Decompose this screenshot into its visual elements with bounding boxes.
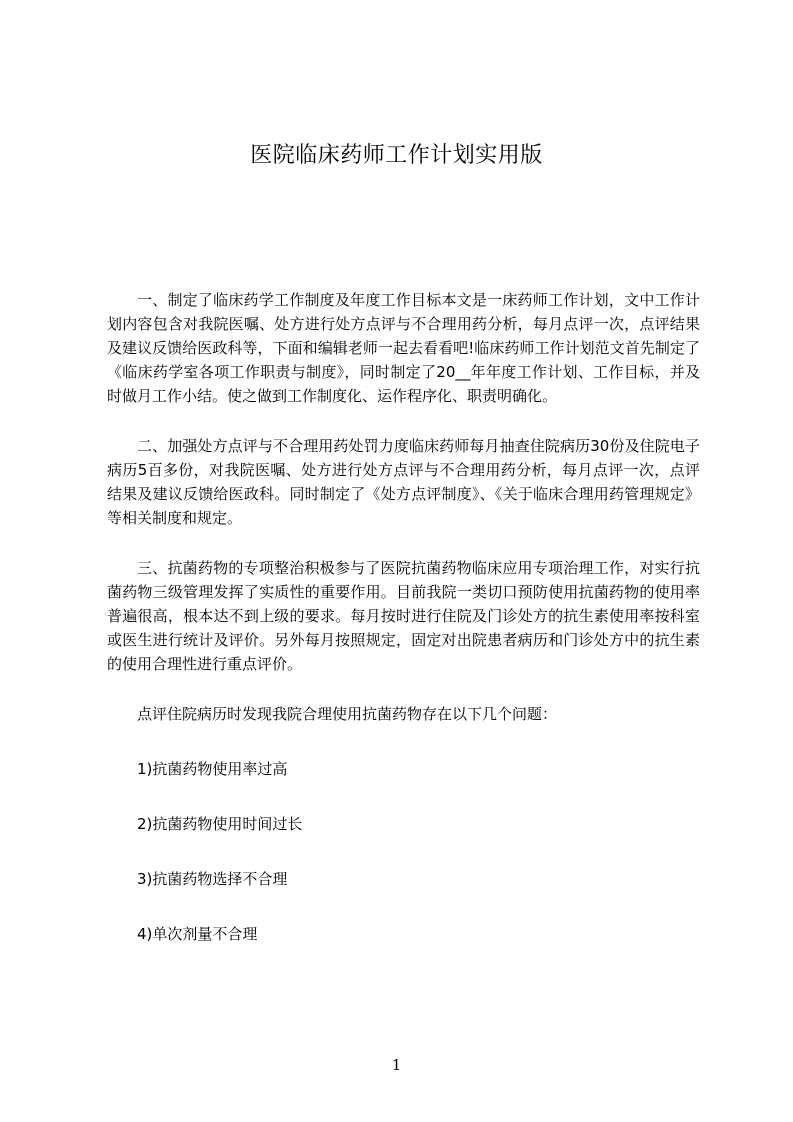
document-title: 医院临床药师工作计划实用版: [250, 143, 543, 168]
problem-item-4: 4)单次剂量不合理: [137, 925, 258, 943]
paragraph-3: 三、抗菌药物的专项整治积极参与了医院抗菌药物临床应用专项治理工作，对实行抗菌药物三级管理发挥了实质性的重要作用。目前我院一类切口预防使用抗菌药物的使用率普遍很高，根本达不到上级的要求。每月按时进行住院及门诊处方的抗生素使用率按科室或医生进行统计及评价。另外每月按照规定，固定对出院患者病历和门诊处方中的抗生素的使用合理性进行重点评价。: [107, 559, 700, 673]
problem-item-3: 3)抗菌药物选择不合理: [137, 870, 288, 888]
page-number: 1: [391, 1056, 402, 1074]
problem-item-2: 2)抗菌药物使用时间过长: [137, 815, 303, 833]
paragraph-1: 一、制定了临床药学工作制度及年度工作目标本文是一床药师工作计划，文中工作计划内容包含对我院医嘱、处方进行处方点评与不合理用药分析，每月点评一次，点评结果及建议反馈给医政科等，下面和编辑老师一起去看看吧!临床药师工作计划范文首先制定了《临床药学室各项工作职责与制度》，同时制定了20__年年度工作计划、工作目标，并及时做月工作小结。使之做到工作制度化、运作程序化、职责明确化。: [107, 291, 700, 405]
document-body: [107, 288, 700, 946]
paragraph-2: 二、加强处方点评与不合理用药处罚力度临床药师每月抽查住院病历30份及住院电子病历5百多份，对我院医嘱、处方进行处方点评与不合理用药分析，每月点评一次，点评结果及建议反馈给医政科。同时制定了《处方点评制度》、《关于临床合理用药管理规定》等相关制度和规定。: [107, 437, 700, 527]
problem-item-1: 1)抗菌药物使用率过高: [137, 760, 288, 778]
problems-intro: 点评住院病历时发现我院合理使用抗菌药物存在以下几个问题：: [137, 705, 558, 723]
